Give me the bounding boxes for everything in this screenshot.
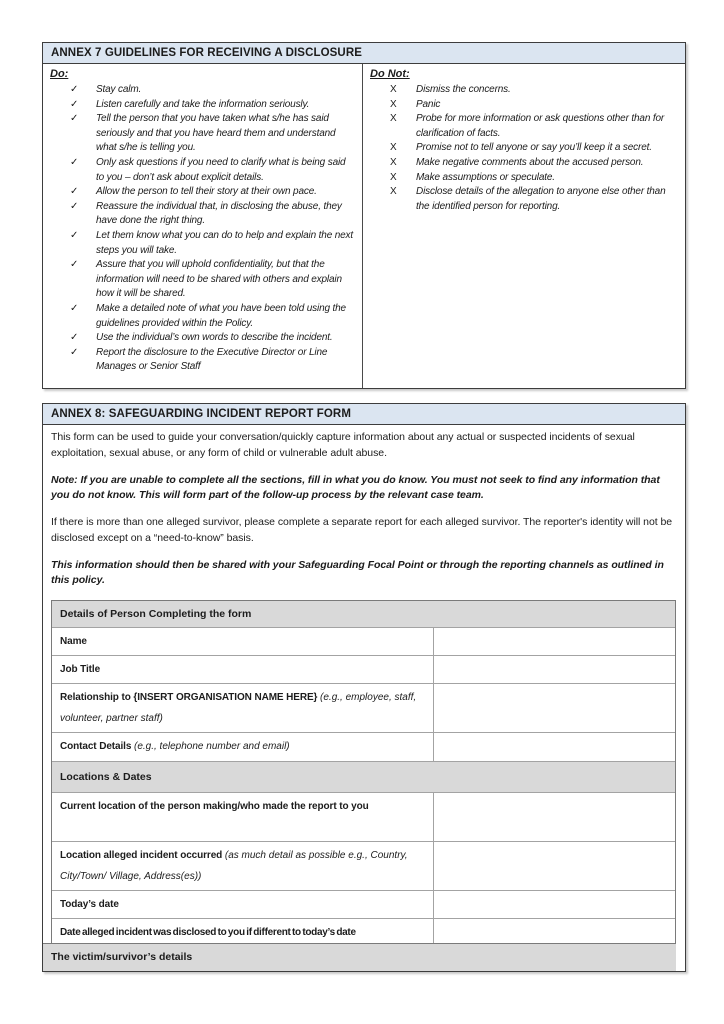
incident-report-table (51, 600, 676, 950)
field-value-cell (434, 891, 675, 918)
form-section-row: Details of Person Completing the form (52, 601, 675, 627)
cross-icon: X (390, 171, 397, 183)
do-list-item: ✓ Allow the person to tell their story at their own pace. (50, 185, 356, 200)
intro-paragraph: This form can be used to guide your conversation/quickly capture information about any actual or suspected incidents of sexual exploitation, sexual abuse, or any form of child or vulnerable adult abuse. (51, 431, 635, 459)
form-field-row (52, 890, 675, 918)
do-list-item: ✓ Reassure the individual that, in disclosing the abuse, they have done the right thing. (70, 200, 342, 227)
do-list-item: ✓ Listen carefully and take the information seriously. (50, 98, 356, 113)
annex8-form (42, 403, 686, 972)
checkmark-icon: ✓ (70, 156, 79, 168)
dont-list-item: X Panic (370, 98, 679, 113)
cross-icon: X (390, 84, 397, 95)
dont-list-item: X Disclose details of the allegation to anyone else other than the identified person for reporting. (390, 186, 666, 212)
annex8-title: ANNEX 8: SAFEGUARDING INCIDENT REPORT FORM (43, 404, 685, 425)
checkmark-icon: ✓ (70, 200, 79, 212)
checkmark-icon: ✓ (70, 332, 79, 344)
checkmark-icon: ✓ (70, 98, 79, 110)
checkmark-icon: ✓ (70, 113, 79, 125)
do-list-item: ✓ Report the disclosure to the Executive Director or Line Manages or Senior Staff (70, 346, 328, 373)
form-section-row: Locations & Dates (52, 761, 675, 792)
form-section-row-victim-details: The victim/survivor’s details (43, 943, 676, 971)
field-label: Name (52, 628, 434, 655)
checkmark-icon: ✓ (70, 346, 79, 358)
field-value-cell (434, 628, 675, 655)
dont-heading: Do Not: (370, 68, 410, 80)
dont-list-item: X Probe for more information or ask questions other than for clarification of facts. (390, 113, 665, 139)
checkmark-icon: ✓ (70, 186, 79, 198)
cross-icon: X (390, 142, 397, 154)
dont-list-item: X Make assumptions or speculate. (370, 171, 679, 186)
checkmark-icon: ✓ (70, 302, 79, 314)
dont-list-item: X Make negative comments about the accused person. (370, 156, 679, 171)
dont-list-item: X Promise not to tell anyone or say you’ll keep it a secret. (370, 141, 679, 156)
field-label: Current location of the person making/who made the report to you (52, 793, 434, 841)
field-value-cell (434, 793, 675, 841)
form-field-row (52, 792, 675, 841)
annex7-do-column (43, 64, 363, 388)
field-label: Job Title (52, 656, 434, 683)
do-list-item: ✓ Use the individual’s own words to describe the incident. (50, 331, 356, 346)
field-value-cell (434, 842, 675, 890)
annex7-title: ANNEX 7 GUIDELINES FOR RECEIVING A DISCLOSURE (43, 43, 685, 64)
form-field-row (52, 732, 675, 761)
checkmark-icon: ✓ (70, 259, 79, 271)
do-heading: Do: (50, 68, 69, 80)
intro-note-paragraph: Note: If you are unable to complete all the sections, fill in what you do know. You must not seek to find any information that you do not know. This will form part of the follow-up process by the relevant case team. (51, 473, 660, 501)
annex8-body (43, 425, 685, 950)
do-list-item: ✓ Let them know what you can do to help and explain the next steps you will take. (70, 229, 354, 256)
do-list-item: ✓ Assure that you will uphold confidentiality, but that the information will need to be shared with others and explain how it will be shared. (70, 259, 342, 300)
form-field-row (52, 627, 675, 655)
dont-list (370, 83, 679, 214)
dont-list-item: X Dismiss the concerns. (370, 83, 679, 98)
intro-paragraph: If there is more than one alleged survivor, please complete a separate report for each alleged survivor. The reporter's identity will not be disclosed except on a “need-to-know” basis. (51, 516, 673, 544)
annex7-body (43, 64, 685, 388)
do-list-item: ✓ Tell the person that you have taken what s/he has said seriously and that you have heard them and understand what s/he is telling you. (70, 113, 336, 154)
checkmark-icon: ✓ (70, 229, 79, 241)
do-list-item: ✓ Stay calm. (50, 83, 356, 98)
form-field-row (52, 683, 675, 732)
annex7-dont-column (363, 64, 685, 388)
cross-icon: X (390, 98, 397, 110)
form-field-row (52, 655, 675, 683)
cross-icon: X (390, 186, 397, 198)
do-list (50, 83, 356, 375)
field-value-cell (434, 733, 675, 761)
form-field-row (52, 841, 675, 890)
do-list-item: ✓ Only ask questions if you need to clarify what is being said to you – don’t ask about explicit details. (70, 156, 346, 183)
field-label: Relationship to {INSERT ORGANISATION NAME HERE} (e.g., employee, staff, volunteer, partner staff) (52, 684, 434, 732)
field-label: Contact Details (e.g., telephone number and email) (52, 733, 434, 761)
annex7-table (42, 42, 686, 389)
field-value-cell (434, 684, 675, 732)
field-label: Today’s date (52, 891, 434, 918)
field-label: Location alleged incident occurred (as much detail as possible e.g., Country, City/Town/ Village, Address(es)) (52, 842, 434, 890)
cross-icon: X (390, 156, 397, 168)
checkmark-icon: ✓ (70, 84, 79, 95)
do-list-item: ✓ Make a detailed note of what you have been told using the guidelines provided within the Policy. (70, 302, 346, 329)
intro-share-paragraph: This information should then be shared with your Safeguarding Focal Point or through the reporting channels as outlined in this policy. (51, 558, 664, 586)
cross-icon: X (390, 113, 397, 125)
field-label: Date alleged incident was disclosed to you if different to today’s date (52, 919, 434, 949)
field-value-cell (434, 656, 675, 683)
